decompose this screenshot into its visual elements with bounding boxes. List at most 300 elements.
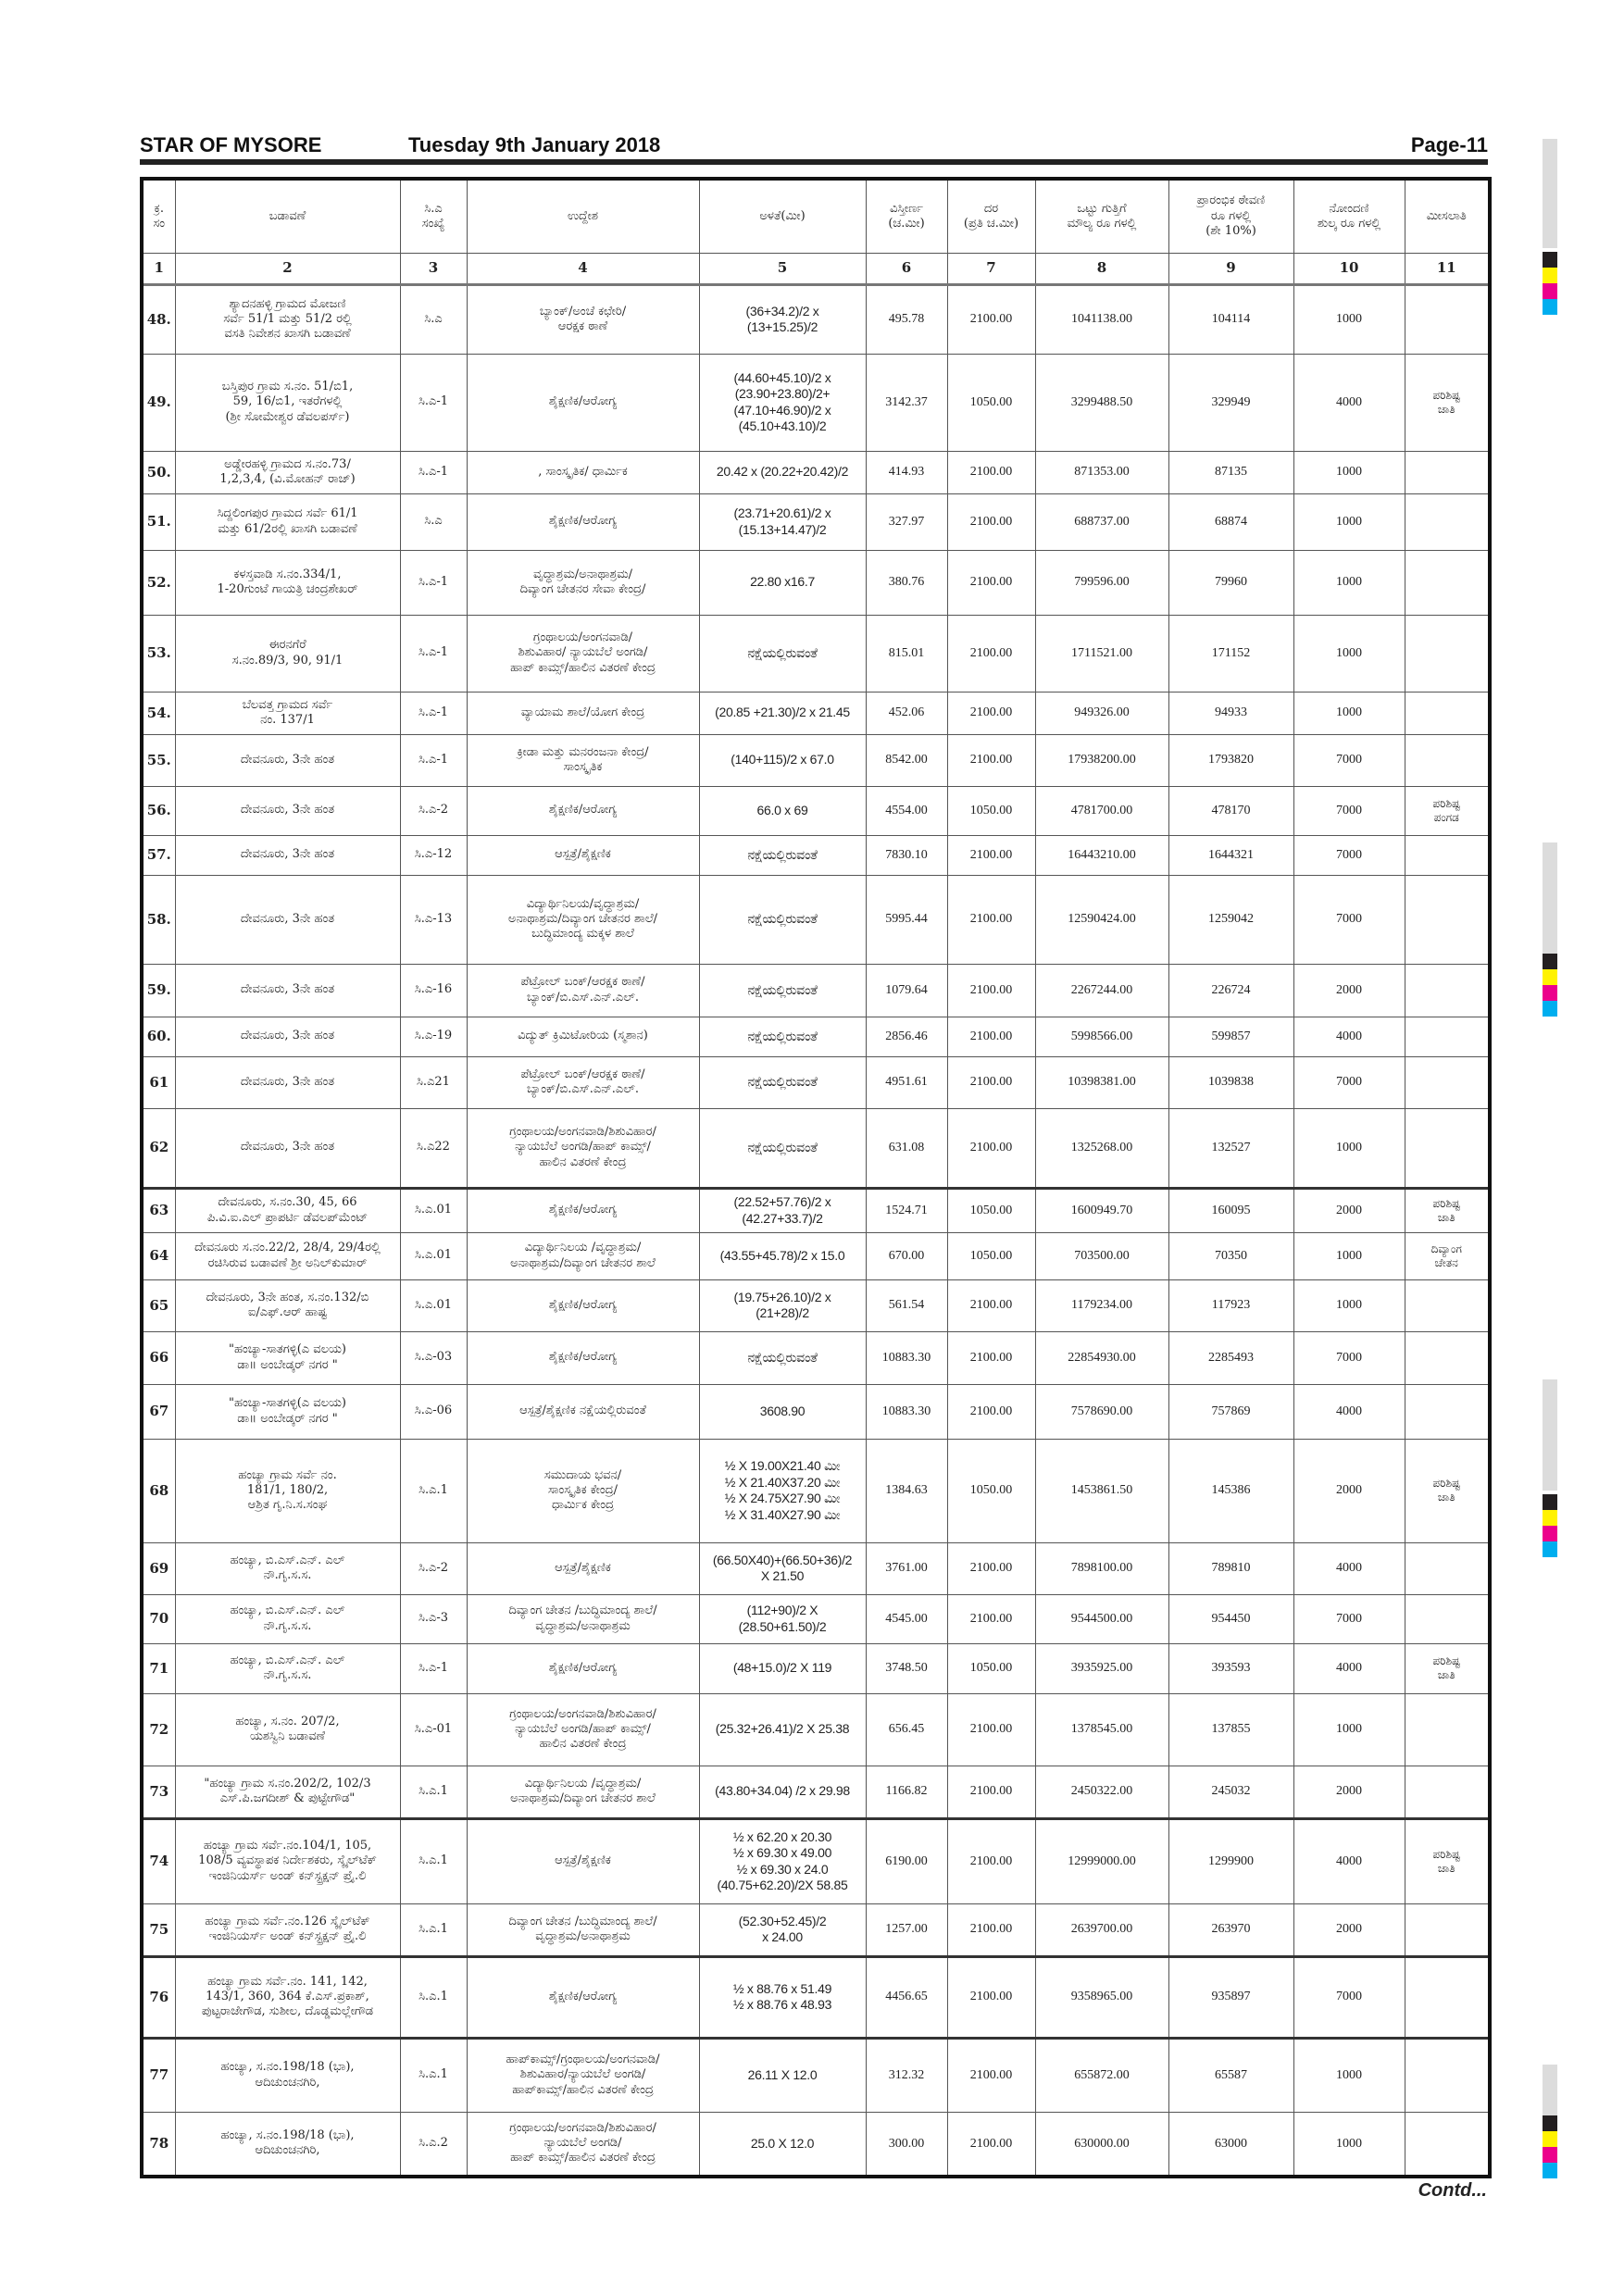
- column-header-dimensions: ಅಳತೆ(ಮೀ): [699, 179, 866, 253]
- cell-area: 631.08: [866, 1108, 947, 1188]
- cell-area: 312.32: [866, 2038, 947, 2112]
- column-header-area: ವಿಸ್ತೀರ್ಣ (ಚ.ಮೀ): [866, 179, 947, 253]
- cell-purpose: ಶೈಕ್ಷಣಿಕ/ಆರೋಗ್ಯ: [467, 354, 699, 451]
- cell-registration-fee: 7000: [1293, 734, 1405, 786]
- cell-total-lease-value: 17938200.00: [1035, 734, 1168, 786]
- table-row: [142, 1439, 1490, 1542]
- column-number: 6: [866, 253, 947, 284]
- cell-dimensions: 22.80 x16.7: [699, 550, 866, 615]
- cell-initial-deposit: 226724: [1168, 964, 1293, 1017]
- header-row: [142, 179, 1490, 253]
- cell-total-lease-value: 1041138.00: [1035, 284, 1168, 354]
- cell-initial-deposit: 79960: [1168, 550, 1293, 615]
- table-row: [142, 284, 1490, 354]
- cell-area: 10883.30: [866, 1331, 947, 1384]
- cell-serial-no: 65: [142, 1279, 175, 1331]
- column-number: 7: [947, 253, 1035, 284]
- cell-total-lease-value: 1378545.00: [1035, 1693, 1168, 1766]
- table-row: [142, 354, 1490, 451]
- table-row: [142, 1056, 1490, 1108]
- cell-purpose: ಆಸ್ಪತ್ರೆ/ಶೈಕ್ಷಣಿಕ: [467, 1818, 699, 1903]
- cell-reservation: [1405, 1279, 1490, 1331]
- cell-layout: "ಹಂಚ್ಯಾ ಗ್ರಾಮ ಸ.ನಂ.202/2, 102/3 ಎಸ್.ಪಿ.ಜಗದೀಶ್ & ಪುಟ್ಟೇಗೌಡ": [175, 1766, 400, 1818]
- column-number: 2: [175, 253, 400, 284]
- cell-serial-no: 52.: [142, 550, 175, 615]
- cell-area: 300.00: [866, 2112, 947, 2177]
- cell-ca-number: ಸಿ.ಎ21: [400, 1056, 467, 1108]
- cell-serial-no: 62: [142, 1108, 175, 1188]
- column-header-ca-number: ಸಿ.ಎ ಸಂಖ್ಯೆ: [400, 179, 467, 253]
- cell-initial-deposit: 70350: [1168, 1232, 1293, 1279]
- cell-rate: 2100.00: [947, 1279, 1035, 1331]
- cell-dimensions: (36+34.2)/2 x (13+15.25)/2: [699, 284, 866, 354]
- cell-reservation: [1405, 1108, 1490, 1188]
- cell-layout: ದೇವನೂರು, 3ನೇ ಹಂತ: [175, 1017, 400, 1056]
- cell-area: 5995.44: [866, 875, 947, 964]
- cell-rate: 2100.00: [947, 1108, 1035, 1188]
- cell-serial-no: 50.: [142, 451, 175, 493]
- cell-purpose: ಕ್ರೀಡಾ ಮತ್ತು ಮನರಂಜನಾ ಕೇಂದ್ರ/ ಸಾಂಸ್ಕೃತಿಕ: [467, 734, 699, 786]
- table-row: [142, 1766, 1490, 1818]
- cell-serial-no: 64: [142, 1232, 175, 1279]
- cell-ca-number: ಸಿ.ಎ.1: [400, 1818, 467, 1903]
- issue-date: Tuesday 9th January 2018: [408, 133, 661, 156]
- cell-purpose: ಹಾಪ್‌ಕಾಮ್ಸ್/ಗ್ರಂಥಾಲಯ/ಅಂಗನವಾಡಿ/ ಶಿಶುವಿಹಾರ/ನ್ಯಾಯಬೆಲೆ ಅಂಗಡಿ/ ಹಾಪ್‌ಕಾಮ್ಸ್/ಹಾಲಿನ ವಿತರಣೆ ಕೇಂದ್ರ: [467, 2038, 699, 2112]
- margin-gray-bar: [1543, 1379, 1557, 1491]
- cell-serial-no: 69: [142, 1542, 175, 1594]
- cell-area: 815.01: [866, 615, 947, 692]
- cell-total-lease-value: 7898100.00: [1035, 1542, 1168, 1594]
- cell-initial-deposit: 263970: [1168, 1903, 1293, 1956]
- table-row: [142, 2038, 1490, 2112]
- table-row: [142, 1693, 1490, 1766]
- cell-layout: ದೇವನೂರು, 3ನೇ ಹಂತ, ಸ.ನಂ.132/ಬಿ ಐ/ಎಫ್.ಆರ್ ಹಾಷ್ಟ: [175, 1279, 400, 1331]
- cell-reservation: [1405, 875, 1490, 964]
- cell-rate: 2100.00: [947, 964, 1035, 1017]
- cell-dimensions: (43.55+45.78)/2 x 15.0: [699, 1232, 866, 1279]
- cell-purpose: ವಿದ್ಯುತ್ ಕ್ರಿಮಿಟೋರಿಯ (ಸ್ಮಶಾನ): [467, 1017, 699, 1056]
- cell-ca-number: ಸಿ.ಎ22: [400, 1108, 467, 1188]
- cell-registration-fee: 1000: [1293, 1232, 1405, 1279]
- cell-dimensions: 26.11 X 12.0: [699, 2038, 866, 2112]
- table-row: [142, 692, 1490, 734]
- table-row: [142, 835, 1490, 875]
- cell-layout: ದೇವನೂರು, 3ನೇ ಹಂತ: [175, 875, 400, 964]
- cell-reservation: [1405, 1056, 1490, 1108]
- cell-total-lease-value: 12590424.00: [1035, 875, 1168, 964]
- cell-serial-no: 68: [142, 1439, 175, 1542]
- column-header-purpose: ಉದ್ದೇಶ: [467, 179, 699, 253]
- cell-total-lease-value: 871353.00: [1035, 451, 1168, 493]
- cell-registration-fee: 2000: [1293, 1188, 1405, 1232]
- cell-ca-number: ಸಿ.ಎ-1: [400, 692, 467, 734]
- cell-total-lease-value: 3935925.00: [1035, 1643, 1168, 1693]
- continued-label: Contd...: [1418, 2180, 1487, 2201]
- cell-dimensions: (140+115)/2 x 67.0: [699, 734, 866, 786]
- cell-area: 380.76: [866, 550, 947, 615]
- cell-reservation: ದಿವ್ಯಾಂಗ ಚೇತನ: [1405, 1232, 1490, 1279]
- cell-serial-no: 71: [142, 1643, 175, 1693]
- cell-area: 10883.30: [866, 1384, 947, 1439]
- cell-purpose: ಆಸ್ಪತ್ರೆ/ಶೈಕ್ಷಣಿಕ: [467, 1542, 699, 1594]
- cell-initial-deposit: 757869: [1168, 1384, 1293, 1439]
- cell-dimensions: 20.42 x (20.22+20.42)/2: [699, 451, 866, 493]
- cell-dimensions: (52.30+52.45)/2 x 24.00: [699, 1903, 866, 1956]
- cell-purpose: ಪೆಟ್ರೋಲ್ ಬಂಕ್/ಆರಕ್ಷಕ ಠಾಣೆ/ ಬ್ಯಾಂಕ್/ಬಿ.ಎಸ್.ಎನ್.ಎಲ್.: [467, 1056, 699, 1108]
- cell-serial-no: 48.: [142, 284, 175, 354]
- margin-gray-bar: [1543, 139, 1557, 248]
- table-row: [142, 550, 1490, 615]
- cell-dimensions: (66.50X40)+(66.50+36)/2 X 21.50: [699, 1542, 866, 1594]
- cell-total-lease-value: 3299488.50: [1035, 354, 1168, 451]
- cell-serial-no: 76: [142, 1956, 175, 2038]
- cell-area: 1384.63: [866, 1439, 947, 1542]
- cell-registration-fee: 7000: [1293, 786, 1405, 835]
- cell-total-lease-value: 4781700.00: [1035, 786, 1168, 835]
- cell-purpose: ವಿದ್ಯಾರ್ಥಿನಿಲಯ /ವೃದ್ಧಾಶ್ರಮ/ ಅನಾಥಾಶ್ರಮ/ದಿವ್ಯಾಂಗ ಚೇತನರ ಶಾಲೆ: [467, 1766, 699, 1818]
- cell-area: 2856.46: [866, 1017, 947, 1056]
- table-row: [142, 964, 1490, 1017]
- cell-ca-number: ಸಿ.ಎ.01: [400, 1279, 467, 1331]
- cell-serial-no: 70: [142, 1594, 175, 1643]
- cell-dimensions: ನಕ್ಷೆಯಲ್ಲಿರುವಂತೆ: [699, 1056, 866, 1108]
- cell-registration-fee: 1000: [1293, 1279, 1405, 1331]
- cell-purpose: ಶೈಕ್ಷಣಿಕ/ಆರೋಗ್ಯ: [467, 1188, 699, 1232]
- cell-area: 656.45: [866, 1693, 947, 1766]
- cell-purpose: ಸಮುದಾಯ ಭವನ/ ಸಾಂಸ್ಕೃತಿಕ ಕೇಂದ್ರ/ ಧಾರ್ಮಿಕ ಕೇಂದ್ರ: [467, 1439, 699, 1542]
- cell-total-lease-value: 949326.00: [1035, 692, 1168, 734]
- cell-dimensions: ನಕ್ಷೆಯಲ್ಲಿರುವಂತೆ: [699, 1331, 866, 1384]
- cell-reservation: [1405, 1693, 1490, 1766]
- cell-rate: 2100.00: [947, 2112, 1035, 2177]
- cell-layout: ಬೆಲವತ್ತ ಗ್ರಾಮದ ಸರ್ವೆ ನಂ. 137/1: [175, 692, 400, 734]
- cell-purpose: ದಿವ್ಯಾಂಗ ಚೇತನ /ಬುದ್ಧಿಮಾಂದ್ಯ ಶಾಲೆ/ ವೃದ್ಧಾಶ್ರಮ/ಅನಾಥಾಶ್ರಮ: [467, 1903, 699, 1956]
- cell-ca-number: ಸಿ.ಎ.1: [400, 1439, 467, 1542]
- table-row: [142, 615, 1490, 692]
- cell-reservation: ಪರಿಶಿಷ್ಟ ಪಂಗಡ: [1405, 786, 1490, 835]
- cell-rate: 2100.00: [947, 1818, 1035, 1903]
- cell-area: 495.78: [866, 284, 947, 354]
- column-number: 1: [142, 253, 175, 284]
- cell-area: 8542.00: [866, 734, 947, 786]
- cell-layout: ದೇವನೂರು, 3ನೇ ಹಂತ: [175, 1108, 400, 1188]
- cell-serial-no: 77: [142, 2038, 175, 2112]
- column-header-reservation: ಮೀಸಲಾತಿ: [1405, 179, 1490, 253]
- cell-rate: 2100.00: [947, 550, 1035, 615]
- cell-reservation: [1405, 1903, 1490, 1956]
- table-row: [142, 786, 1490, 835]
- cell-dimensions: (48+15.0)/2 X 119: [699, 1643, 866, 1693]
- cell-area: 1257.00: [866, 1903, 947, 1956]
- margin-gray-bar: [1543, 842, 1557, 954]
- cell-rate: 2100.00: [947, 734, 1035, 786]
- cell-area: 1079.64: [866, 964, 947, 1017]
- cell-registration-fee: 4000: [1293, 1017, 1405, 1056]
- cell-rate: 2100.00: [947, 1693, 1035, 1766]
- cell-reservation: [1405, 964, 1490, 1017]
- cell-total-lease-value: 703500.00: [1035, 1232, 1168, 1279]
- cell-reservation: [1405, 493, 1490, 550]
- cell-total-lease-value: 10398381.00: [1035, 1056, 1168, 1108]
- cell-ca-number: ಸಿ.ಎ-06: [400, 1384, 467, 1439]
- cell-initial-deposit: 599857: [1168, 1017, 1293, 1056]
- cell-initial-deposit: 65587: [1168, 2038, 1293, 2112]
- cell-registration-fee: 2000: [1293, 1903, 1405, 1956]
- table-row: [142, 1232, 1490, 1279]
- cell-purpose: ಗ್ರಂಥಾಲಯ/ಅಂಗನವಾಡಿ/ ಶಿಶುವಿಹಾರ/ ನ್ಯಾಯಬೆಲೆ ಅಂಗಡಿ/ ಹಾಪ್ ಕಾಮ್ಸ್/ಹಾಲಿನ ವಿತರಣೆ ಕೇಂದ್ರ: [467, 615, 699, 692]
- cell-purpose: ಶೈಕ್ಷಣಿಕ/ಆರೋಗ್ಯ: [467, 493, 699, 550]
- cell-rate: 2100.00: [947, 1542, 1035, 1594]
- cell-area: 3761.00: [866, 1542, 947, 1594]
- table-row: [142, 1017, 1490, 1056]
- cell-registration-fee: 2000: [1293, 964, 1405, 1017]
- cell-initial-deposit: 789810: [1168, 1542, 1293, 1594]
- cell-rate: 1050.00: [947, 1643, 1035, 1693]
- cell-purpose: ಶೈಕ್ಷಣಿಕ/ಆರೋಗ್ಯ: [467, 1956, 699, 2038]
- cell-ca-number: ಸಿ.ಎ.1: [400, 1766, 467, 1818]
- cell-serial-no: 56.: [142, 786, 175, 835]
- cell-rate: 2100.00: [947, 2038, 1035, 2112]
- cell-dimensions: 3608.90: [699, 1384, 866, 1439]
- column-header-rate: ದರ (ಪ್ರತಿ ಚ.ಮೀ): [947, 179, 1035, 253]
- cell-dimensions: ನಕ್ಷೆಯಲ್ಲಿರುವಂತೆ: [699, 1108, 866, 1188]
- cell-total-lease-value: 799596.00: [1035, 550, 1168, 615]
- cell-total-lease-value: 16443210.00: [1035, 835, 1168, 875]
- registration-marks: [1543, 252, 1557, 315]
- cell-layout: ದೇವನೂರು, 3ನೇ ಹಂತ: [175, 786, 400, 835]
- cell-ca-number: ಸಿ.ಎ.1: [400, 1956, 467, 2038]
- cell-serial-no: 58.: [142, 875, 175, 964]
- registration-marks: [1543, 2115, 1557, 2178]
- cell-initial-deposit: 63000: [1168, 2112, 1293, 2177]
- cell-initial-deposit: 117923: [1168, 1279, 1293, 1331]
- cell-rate: 2100.00: [947, 493, 1035, 550]
- cell-layout: ಹಂಚ್ಯಾ, ಸ.ನಂ.198/18 (ಭಾ), ಆದಿಚುಂಚನಗಿರಿ,: [175, 2112, 400, 2177]
- cell-dimensions: ನಕ್ಷೆಯಲ್ಲಿರುವಂತೆ: [699, 835, 866, 875]
- cell-layout: ಕಳಸ್ತವಾಡಿ ಸ.ನಂ.334/1, 1-20ಗುಂಟೆ ಗಾಯತ್ರಿ ಚಂದ್ರಶೇಖರ್: [175, 550, 400, 615]
- cell-registration-fee: 1000: [1293, 2112, 1405, 2177]
- column-number: 9: [1168, 253, 1293, 284]
- cell-total-lease-value: 2450322.00: [1035, 1766, 1168, 1818]
- cell-ca-number: ಸಿ.ಎ-1: [400, 1643, 467, 1693]
- cell-dimensions: (25.32+26.41)/2 X 25.38: [699, 1693, 866, 1766]
- page-number: Page-11: [1410, 133, 1488, 156]
- cell-rate: 1050.00: [947, 1188, 1035, 1232]
- cell-area: 6190.00: [866, 1818, 947, 1903]
- cell-total-lease-value: 688737.00: [1035, 493, 1168, 550]
- cell-ca-number: ಸಿ.ಎ-1: [400, 550, 467, 615]
- cell-initial-deposit: 478170: [1168, 786, 1293, 835]
- table-row: [142, 1279, 1490, 1331]
- cell-serial-no: 60.: [142, 1017, 175, 1056]
- cell-total-lease-value: 1325268.00: [1035, 1108, 1168, 1188]
- cell-initial-deposit: 132527: [1168, 1108, 1293, 1188]
- cell-serial-no: 61: [142, 1056, 175, 1108]
- cell-registration-fee: 2000: [1293, 1766, 1405, 1818]
- table-row: [142, 451, 1490, 493]
- cell-area: 4545.00: [866, 1594, 947, 1643]
- cell-initial-deposit: 329949: [1168, 354, 1293, 451]
- cell-rate: 2100.00: [947, 284, 1035, 354]
- table-row: [142, 1384, 1490, 1439]
- cell-ca-number: ಸಿ.ಎ-13: [400, 875, 467, 964]
- table-row: [142, 493, 1490, 550]
- cell-dimensions: ನಕ್ಷೆಯಲ್ಲಿರುವಂತೆ: [699, 615, 866, 692]
- cell-dimensions: ನಕ್ಷೆಯಲ್ಲಿರುವಂತೆ: [699, 1017, 866, 1056]
- cell-area: 3142.37: [866, 354, 947, 451]
- cell-rate: 2100.00: [947, 1903, 1035, 1956]
- cell-ca-number: ಸಿ.ಎ-01: [400, 1693, 467, 1766]
- cell-area: 1524.71: [866, 1188, 947, 1232]
- cell-purpose: ಶೈಕ್ಷಣಿಕ/ಆರೋಗ್ಯ: [467, 1331, 699, 1384]
- column-header-serial-no: ಕ್ರ. ಸಂ: [142, 179, 175, 253]
- cell-initial-deposit: 245032: [1168, 1766, 1293, 1818]
- cell-reservation: [1405, 615, 1490, 692]
- cell-layout: ಹಂಚ್ಯಾ, ಸ.ನಂ. 207/2, ಯಶಸ್ವಿನಿ ಬಡಾವಣೆ: [175, 1693, 400, 1766]
- cell-ca-number: ಸಿ.ಎ-2: [400, 1542, 467, 1594]
- cell-purpose: ಗ್ರಂಥಾಲಯ/ಅಂಗನವಾಡಿ/ಶಿಶುವಿಹಾರ/ ನ್ಯಾಯಬೆಲೆ ಅಂಗಡಿ/ಹಾಪ್ ಕಾಮ್ಸ್/ ಹಾಲಿನ ವಿತರಣೆ ಕೇಂದ್ರ: [467, 1693, 699, 1766]
- table-row: [142, 1956, 1490, 2038]
- cell-purpose: ಶೈಕ್ಷಣಿಕ/ಆರೋಗ್ಯ: [467, 786, 699, 835]
- cell-layout: ಹಂಚ್ಯಾ, ಸ.ನಂ.198/18 (ಭಾ), ಆದಿಚುಂಚನಗಿರಿ,: [175, 2038, 400, 2112]
- cell-initial-deposit: 68874: [1168, 493, 1293, 550]
- cell-initial-deposit: 954450: [1168, 1594, 1293, 1643]
- cell-layout: "ಹಂಚ್ಯಾ-ಸಾತಗಳ್ಳಿ(ಎ ವಲಯ) ಡಾ॥ ಅಂಬೇಡ್ಕರ್ ನಗರ ": [175, 1331, 400, 1384]
- cell-reservation: [1405, 1766, 1490, 1818]
- cell-total-lease-value: 1600949.70: [1035, 1188, 1168, 1232]
- cell-area: 327.97: [866, 493, 947, 550]
- cell-purpose: ವಿದ್ಯಾರ್ಥಿನಿಲಯ /ವೃದ್ಧಾಶ್ರಮ/ ಅನಾಥಾಶ್ರಮ/ದಿವ್ಯಾಂಗ ಚೇತನರ ಶಾಲೆ: [467, 1232, 699, 1279]
- cell-dimensions: (19.75+26.10)/2 x (21+28)/2: [699, 1279, 866, 1331]
- cell-registration-fee: 4000: [1293, 1643, 1405, 1693]
- column-number-row: [142, 253, 1490, 284]
- cell-initial-deposit: 1644321: [1168, 835, 1293, 875]
- cell-reservation: ಪರಿಶಿಷ್ಟ ಜಾತಿ: [1405, 1818, 1490, 1903]
- cell-layout: ಹಂಚ್ಯಾ, ಬಿ.ಎಸ್.ಎನ್. ಎಲ್ ನೌ.ಗೃ.ಸ.ಸ.: [175, 1542, 400, 1594]
- cell-purpose: ಶೈಕ್ಷಣಿಕ/ಆರೋಗ್ಯ: [467, 1643, 699, 1693]
- cell-layout: ಸಿದ್ದಲಿಂಗಪುರ ಗ್ರಾಮದ ಸರ್ವೆ 61/1 ಮತ್ತು 61/2ರಲ್ಲಿ ಖಾಸಗಿ ಬಡಾವಣೆ: [175, 493, 400, 550]
- cell-ca-number: ಸಿ.ಎ: [400, 493, 467, 550]
- cell-ca-number: ಸಿ.ಎ-12: [400, 835, 467, 875]
- cell-total-lease-value: 9544500.00: [1035, 1594, 1168, 1643]
- cell-reservation: [1405, 1956, 1490, 2038]
- cell-initial-deposit: 145386: [1168, 1439, 1293, 1542]
- cell-total-lease-value: 7578690.00: [1035, 1384, 1168, 1439]
- cell-serial-no: 51.: [142, 493, 175, 550]
- table-row: [142, 2112, 1490, 2177]
- cell-reservation: [1405, 1384, 1490, 1439]
- cell-reservation: [1405, 1594, 1490, 1643]
- cell-rate: 2100.00: [947, 1594, 1035, 1643]
- cell-reservation: [1405, 550, 1490, 615]
- cell-initial-deposit: 1299900: [1168, 1818, 1293, 1903]
- cell-reservation: [1405, 734, 1490, 786]
- table-row: [142, 1594, 1490, 1643]
- cell-purpose: ಆಸ್ಪತ್ರೆ/ಶೈಕ್ಷಣಿಕ ನಕ್ಷೆಯಲ್ಲಿರುವಂತೆ: [467, 1384, 699, 1439]
- cell-total-lease-value: 5998566.00: [1035, 1017, 1168, 1056]
- column-number: 11: [1405, 253, 1490, 284]
- cell-total-lease-value: 22854930.00: [1035, 1331, 1168, 1384]
- cell-registration-fee: 1000: [1293, 692, 1405, 734]
- cell-area: 4554.00: [866, 786, 947, 835]
- cell-rate: 2100.00: [947, 1766, 1035, 1818]
- cell-dimensions: (43.80+34.04) /2 x 29.98: [699, 1766, 866, 1818]
- cell-serial-no: 53.: [142, 615, 175, 692]
- cell-total-lease-value: 1179234.00: [1035, 1279, 1168, 1331]
- cell-total-lease-value: 9358965.00: [1035, 1956, 1168, 2038]
- cell-rate: 2100.00: [947, 1017, 1035, 1056]
- cell-registration-fee: 1000: [1293, 451, 1405, 493]
- cell-serial-no: 59.: [142, 964, 175, 1017]
- cell-registration-fee: 1000: [1293, 1693, 1405, 1766]
- cell-area: 561.54: [866, 1279, 947, 1331]
- cell-layout: ಬಸ್ತಿಪುರ ಗ್ರಾಮ ಸ.ನಂ. 51/ಬಿ1, 59, 16/ಬಿ1, ಇತರೆಗಳಲ್ಲಿ (ಶ್ರೀ ಸೋಮೇಶ್ವರ ಡೆವಲಪರ್ಸ್): [175, 354, 400, 451]
- cell-area: 670.00: [866, 1232, 947, 1279]
- registration-marks: [1543, 954, 1557, 1017]
- cell-initial-deposit: 393593: [1168, 1643, 1293, 1693]
- cell-registration-fee: 1000: [1293, 1108, 1405, 1188]
- cell-rate: 1050.00: [947, 1439, 1035, 1542]
- cell-initial-deposit: 87135: [1168, 451, 1293, 493]
- cell-serial-no: 72: [142, 1693, 175, 1766]
- cell-area: 4951.61: [866, 1056, 947, 1108]
- cell-rate: 2100.00: [947, 451, 1035, 493]
- column-number: 10: [1293, 253, 1405, 284]
- cell-layout: ದೇವನೂರು, 3ನೇ ಹಂತ: [175, 734, 400, 786]
- cell-rate: 2100.00: [947, 1056, 1035, 1108]
- cell-registration-fee: 7000: [1293, 1594, 1405, 1643]
- cell-layout: ದೇವನೂರು ಸ.ನಂ.22/2, 28/4, 29/4ರಲ್ಲಿ ರಚಿಸಿರುವ ಬಡಾವಣೆ ಶ್ರೀ ಅನಿಲ್‌ಕುಮಾರ್: [175, 1232, 400, 1279]
- cell-registration-fee: 4000: [1293, 1542, 1405, 1594]
- cell-purpose: ಗ್ರಂಥಾಲಯ/ಅಂಗನವಾಡಿ/ಶಿಶುವಿಹಾರ/ ನ್ಯಾಯಬೆಲೆ ಅಂಗಡಿ/ಹಾಪ್ ಕಾಮ್ಸ್/ ಹಾಲಿನ ವಿತರಣೆ ಕೇಂದ್ರ: [467, 1108, 699, 1188]
- cell-layout: ದೇವನೂರು, 3ನೇ ಹಂತ: [175, 1056, 400, 1108]
- cell-registration-fee: 4000: [1293, 1818, 1405, 1903]
- cell-reservation: ಪರಿಶಿಷ್ಟ ಜಾತಿ: [1405, 354, 1490, 451]
- cell-rate: 2100.00: [947, 875, 1035, 964]
- cell-serial-no: 74: [142, 1818, 175, 1903]
- table-row: [142, 1108, 1490, 1188]
- cell-ca-number: ಸಿ.ಎ.1: [400, 2038, 467, 2112]
- cell-dimensions: ನಕ್ಷೆಯಲ್ಲಿರುವಂತೆ: [699, 875, 866, 964]
- table-row: [142, 1542, 1490, 1594]
- cell-initial-deposit: 2285493: [1168, 1331, 1293, 1384]
- cell-ca-number: ಸಿ.ಎ.2: [400, 2112, 467, 2177]
- cell-purpose: ಆಸ್ಪತ್ರೆ/ಶೈಕ್ಷಣಿಕ: [467, 835, 699, 875]
- cell-rate: 1050.00: [947, 786, 1035, 835]
- cell-serial-no: 55.: [142, 734, 175, 786]
- cell-dimensions: (112+90)/2 X (28.50+61.50)/2: [699, 1594, 866, 1643]
- cell-area: 3748.50: [866, 1643, 947, 1693]
- cell-initial-deposit: 137855: [1168, 1693, 1293, 1766]
- cell-dimensions: ½ x 88.76 x 51.49 ½ x 88.76 x 48.93: [699, 1956, 866, 2038]
- cell-initial-deposit: 1039838: [1168, 1056, 1293, 1108]
- cell-area: 1166.82: [866, 1766, 947, 1818]
- table-row: [142, 1643, 1490, 1693]
- cell-initial-deposit: 104114: [1168, 284, 1293, 354]
- cell-ca-number: ಸಿ.ಎ-1: [400, 734, 467, 786]
- cell-ca-number: ಸಿ.ಎ-19: [400, 1017, 467, 1056]
- cell-ca-number: ಸಿ.ಎ-1: [400, 451, 467, 493]
- cell-total-lease-value: 1453861.50: [1035, 1439, 1168, 1542]
- column-number: 3: [400, 253, 467, 284]
- column-header-initial-deposit: ಪ್ರಾರಂಭಿಕ ಠೇವಣಿ ರೂ ಗಳಲ್ಲಿ (ಶೇ 10%): [1168, 179, 1293, 253]
- cell-ca-number: ಸಿ.ಎ-03: [400, 1331, 467, 1384]
- cell-reservation: [1405, 451, 1490, 493]
- cell-registration-fee: 1000: [1293, 550, 1405, 615]
- cell-dimensions: (44.60+45.10)/2 x (23.90+23.80)/2+ (47.10+46.90)/2 x (45.10+43.10)/2: [699, 354, 866, 451]
- cell-serial-no: 78: [142, 2112, 175, 2177]
- cell-initial-deposit: 171152: [1168, 615, 1293, 692]
